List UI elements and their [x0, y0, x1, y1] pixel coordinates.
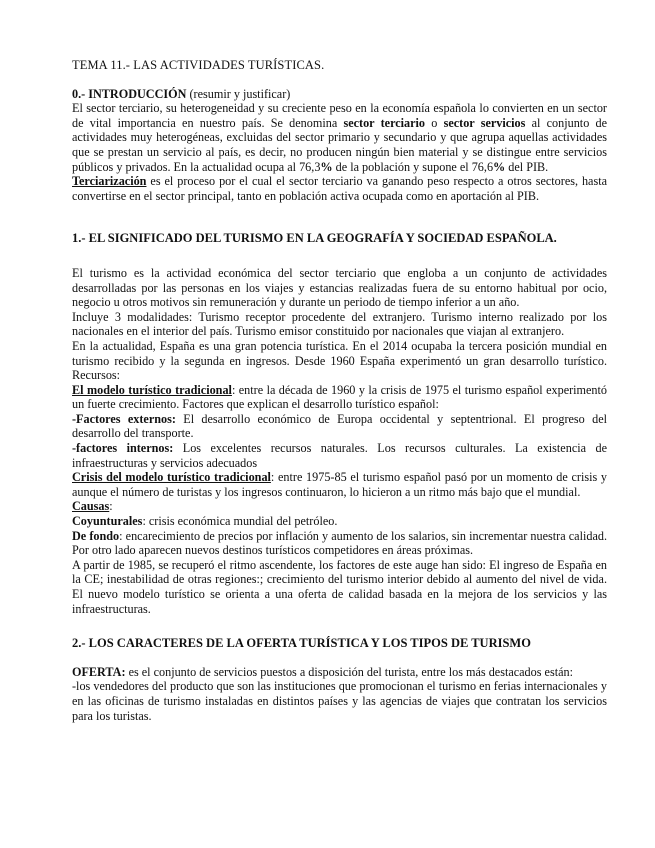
terciarizacion-paragraph — [72, 174, 607, 203]
s1-causes-label — [72, 499, 607, 514]
internal-factors-text: Los excelentes recursos naturales. Los recursos culturales. La existencia de infraestructuras y servicios adecuados — [72, 441, 607, 470]
intro-text: al conjunto de actividades muy heterogéneas, excluidas del sector primario y secundario y que agrupa aquellas actividades que se prestan un servicio al país, es decir, no producen ningún bien material y se distingue entre servicios públicos y privados. En la actualidad ocupa al 76,3 — [72, 115, 608, 174]
intro-heading-note: (resumir y justificar) — [186, 86, 291, 101]
oferta-text: es el conjunto de servicios puestos a disposición del turista, entre los más destacados están: — [125, 664, 573, 679]
causes-colon: : — [109, 499, 113, 514]
document-title: TEMA 11.- LAS ACTIVIDADES TURÍSTICAS. — [72, 58, 325, 72]
s1-paragraph-coyunturales — [72, 514, 607, 529]
percent-sign: % — [493, 159, 506, 174]
s2-paragraph-vendedores: -los vendedores del producto que son las instituciones que promocionan el turismo en ferias internacionales y en las oficinas de turismo instaladas en distintos países y las agencias de viajes que contratan los servicios para los turistas. — [72, 679, 607, 723]
term-coyunturales: Coyunturales — [72, 514, 143, 529]
s1-paragraph-recovery: A partir de 1985, se recuperó el ritmo ascendente, los factores de este auge han sido: El ingreso de España en la CE; inestabilidad de otras regiones:; crecimiento del turismo interior debido al aumento del nivel de vida. El nuevo modelo turístico se orienta a una oferta de calidad basada en la mejora de los servicios y las infraestructuras. — [72, 557, 607, 616]
percent-sign: % — [320, 159, 333, 174]
section-1-heading: 1.- EL SIGNIFICADO DEL TURISMO EN LA GEOGRAFÍA Y SOCIEDAD ESPAÑOLA. — [72, 231, 557, 246]
term-factores-internos: -factores internos: — [72, 441, 174, 456]
intro-paragraph — [72, 101, 607, 174]
s1-paragraph-current: En la actualidad, España es una gran potencia turística. En el 2014 ocupaba la tercera posición mundial en turismo recibido y la segunda en ingresos. Desde 1960 España experimentó un gran desarrollo turístico. Recursos: — [72, 338, 607, 383]
coyunturales-text: : crisis económica mundial del petróleo. — [142, 514, 338, 529]
term-sector-terciario: sector terciario — [343, 115, 426, 130]
s1-paragraph-de-fondo — [72, 529, 607, 558]
intro-text: El sector terciario, su heterogeneidad y su creciente peso en la economía española lo convierten en un sector de vital importancia en nuestro país. Se denomina — [72, 101, 607, 130]
de-fondo-text: : encarecimiento de precios por inflación y aumento de los salarios, sin incrementar nuestra calidad. Por otro lado aparecen nuevos destinos turísticos competidores en áreas próximas. — [72, 528, 607, 558]
terciarizacion-text: es el proceso por el cual el sector terciario va ganando peso respecto a otros sectores, hasta convertirse en el sector principal, tanto en población activa ocupada como en aportación al PIB. — [72, 174, 607, 203]
term-modelo-tradicional: El modelo turístico tradicional — [72, 382, 232, 397]
s1-paragraph-modalities: Incluye 3 modalidades: Turismo receptor procedente del extranjero. Turismo interno realizado por los nacionales en el interior del país. Turismo emisor constituido por nacionales que viajan al extranjero. — [72, 309, 607, 339]
external-factors-text: El desarrollo económico de Europa occidental y septentrional. El progreso del desarrollo del transporte. — [72, 411, 607, 441]
term-factores-externos: -Factores externos: — [72, 411, 176, 426]
traditional-model-text: : entre la década de 1960 y la crisis de 1975 el turismo español experimentó un fuerte crecimiento. Factores que explican el desarrollo turístico español: — [72, 382, 608, 412]
intro-text: o — [425, 115, 444, 130]
intro-text: del PIB. — [505, 159, 549, 174]
document-page — [72, 58, 607, 723]
intro-heading — [72, 87, 607, 102]
s1-paragraph-crisis — [72, 470, 607, 499]
section-2-heading: 2.- LOS CARACTERES DE LA OFERTA TURÍSTICA Y LOS TIPOS DE TURISMO — [72, 636, 531, 651]
s1-paragraph-internal-factors — [72, 441, 607, 470]
term-sector-servicios: sector servicios — [443, 115, 526, 130]
term-terciarizacion: Terciarización — [72, 174, 147, 189]
term-oferta: OFERTA: — [72, 664, 126, 679]
s1-paragraph-traditional-model — [72, 383, 607, 412]
s2-paragraph-oferta — [72, 665, 607, 680]
crisis-text: : entre 1975-85 el turismo español pasó por un momento de crisis y aunque el número de turistas y los ingresos continuaron, lo hicieron a un ritmo más bajo que el mundial. — [72, 470, 607, 499]
term-de-fondo: De fondo — [72, 528, 120, 543]
term-crisis-modelo: Crisis del modelo turístico tradicional — [72, 470, 271, 485]
s1-paragraph-external-factors — [72, 412, 607, 441]
term-causas: Causas — [72, 499, 110, 514]
intro-heading-label: 0.- INTRODUCCIÓN — [72, 86, 187, 101]
intro-text: de la población y supone el 76,6 — [332, 159, 494, 174]
s1-paragraph-definition: El turismo es la actividad económica del sector terciario que engloba a un conjunto de actividades desarrolladas por las personas en los viajes y estancias realizadas fuera de su entorno habitual por ocio, negocio u otros motivos sin remuneración y durante un periodo de tiempo inferior a un año. — [72, 265, 607, 310]
